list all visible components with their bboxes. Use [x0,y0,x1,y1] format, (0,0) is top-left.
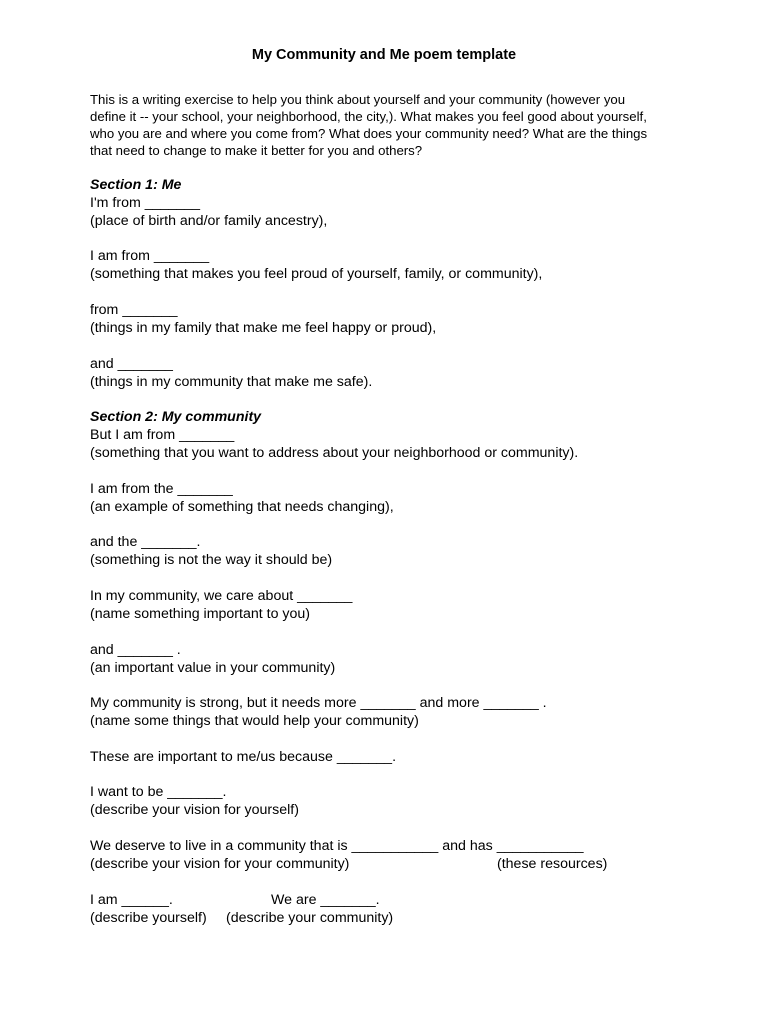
hint-line: (an example of something that needs changing), [90,499,394,515]
hint-line: (describe your vision for your community) [90,856,350,872]
prompt-line: I want to be _______. [90,784,227,800]
prompt-line: and _______ [90,356,173,372]
hint-line: (an important value in your community) [90,660,336,676]
hint-line: (something that makes you feel proud of yourself, family, or community), [90,266,543,282]
prompt-line: In my community, we care about _______ [90,588,353,604]
hint-line: (things in my family that make me feel happy or proud), [90,320,437,336]
prompt-line: and _______ . [90,642,181,658]
prompt-line: I'm from _______ [90,195,200,211]
hint-line: (describe your vision for yourself) [90,802,299,818]
hint-line: (things in my community that make me safe). [90,374,373,390]
section2-heading: Section 2: My community [90,409,262,425]
prompt-line: My community is strong, but it needs more _______ and more _______ . [90,695,547,711]
intro-paragraph [90,91,690,159]
prompt-line: But I am from _______ [90,427,235,443]
prompt-line: I am from _______ [90,248,210,264]
resources-hint: (these resources) [497,856,608,872]
prompt-line: I am ______. [90,892,173,908]
intro-line: who you are and where you come from? What does your community need? What are the things [90,126,648,141]
hint-line: (something is not the way it should be) [90,552,333,568]
prompt-line: We deserve to live in a community that is ___________ and has ___________ [90,838,584,854]
prompt-line: These are important to me/us because _______. [90,749,397,765]
describe-community-hint: (describe your community) [226,910,394,926]
section1-heading: Section 1: Me [90,177,182,193]
prompt-line: from _______ [90,302,178,318]
prompt-line: I am from the _______ [90,481,233,497]
intro-line: This is a writing exercise to help you think about yourself and your community (however you [90,92,626,107]
hint-line: (place of birth and/or family ancestry), [90,213,328,229]
hint-line: (name something important to you) [90,606,311,622]
hint-line: (describe yourself) [90,910,207,926]
intro-line: define it -- your school, your neighborhood, the city,). What makes you feel good about yourself, [90,109,647,124]
document-title: My Community and Me poem template [251,47,517,63]
hint-line: (name some things that would help your community) [90,713,419,729]
intro-line: that need to change to make it better for you and others? [90,143,423,158]
we-are-prompt: We are _______. [271,892,380,908]
hint-line: (something that you want to address about your neighborhood or community). [90,445,579,461]
prompt-line: and the _______. [90,534,201,550]
